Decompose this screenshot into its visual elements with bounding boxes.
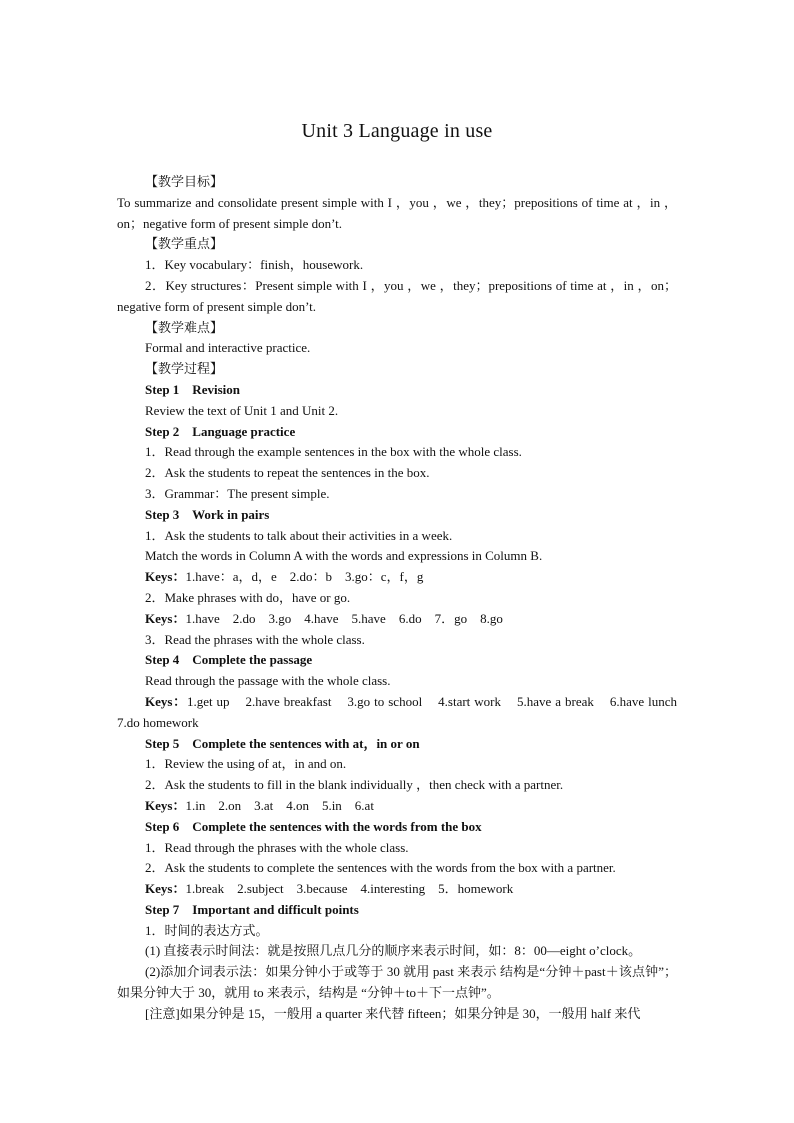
step-4-line-1: Read through the passage with the whole class. — [145, 673, 391, 689]
step-5-line-1: 1．Review the using of at，in and on. — [145, 756, 347, 772]
keys-label: Keys： — [145, 610, 186, 626]
step-6-keys — [117, 879, 677, 900]
key-point-1: 1．Key vocabulary：finish，housework. — [145, 257, 364, 273]
step-6-line-1: 1．Read through the phrases with the whole class. — [145, 839, 409, 855]
step-5-keys — [117, 796, 677, 817]
difficult-header: 【教学难点】 — [145, 319, 224, 335]
keys-values: 1.break 2.subject 3.because 4.interesting 5．homework — [185, 881, 514, 897]
keys-values: 1.have：a，d，e 2.do：b 3.go：c，f，g — [185, 569, 424, 585]
step-3-line-1: 1．Ask the students to talk about their activities in a week. — [145, 527, 453, 543]
step-7-title: Step 7 Important and difficult points — [145, 901, 359, 917]
step-2-line-3: 3．Grammar：The present simple. — [145, 485, 330, 501]
step-4-title: Step 4 Complete the passage — [145, 652, 313, 668]
step-4-keys — [117, 692, 690, 734]
keys-values: 1.in 2.on 3.at 4.on 5.in 6.at — [185, 797, 374, 813]
step-6-line-2: 2．Ask the students to complete the sentences with the words from the box with a partner. — [145, 860, 616, 876]
key-points-header: 【教学重点】 — [145, 236, 224, 252]
keys-values: 1.have 2.do 3.go 4.have 5.have 6.do 7．go 8.go — [185, 610, 503, 626]
step-2-line-1: 1．Read through the example sentences in the box with the whole class. — [145, 444, 522, 460]
key-point-2: 2．Key structures：Present simple with I ，you ，we ，they；prepositions of time at ，in ，on；negative form of present simple don’t. — [117, 277, 677, 314]
step-3-line-4: 3．Read the phrases with the whole class. — [145, 631, 365, 647]
step-3-keys-2 — [117, 609, 677, 630]
step-3-keys-1 — [117, 567, 677, 588]
step-2-title: Step 2 Language practice — [145, 423, 296, 439]
step-3-title: Step 3 Work in pairs — [145, 506, 270, 522]
step-1-line: Review the text of Unit 1 and Unit 2. — [145, 402, 339, 418]
difficult-text: Formal and interactive practice. — [145, 340, 311, 356]
document-body — [117, 172, 690, 1025]
step-5-title: Step 5 Complete the sentences with at，in or on — [145, 735, 420, 751]
step-5-line-2: 2．Ask the students to fill in the blank individually ，then check with a partner. — [145, 777, 564, 793]
step-7-line-4: [注意]如果分钟是 15，一般用 a quarter 来代替 fifteen；如果分钟是 30，一般用 half 来代 — [145, 1005, 641, 1021]
objectives-header: 【教学目标】 — [145, 174, 224, 189]
keys-values: 1.get up 2.have breakfast 3.go to school 4.start work 5.have a break 6.have lunch 7.do homework — [117, 693, 690, 730]
objectives-text: To summarize and consolidate present simple with I ，you ，we ，they；prepositions of time at ，in ，on；negative form of present simple don’t. — [117, 194, 677, 231]
step-2-line-2: 2．Ask the students to repeat the sentences in the box. — [145, 465, 430, 481]
step-7-line-3: (2)添加介词表示法：如果分钟小于或等于 30 就用 past 来表示 结构是“分钟＋past＋该点钟”；如果分钟大于 30，就用 to 来表示，结构是 “分钟＋to＋下一点钟”。 — [117, 964, 677, 1001]
step-6-title: Step 6 Complete the sentences with the words from the box — [145, 818, 482, 834]
keys-label: Keys： — [145, 693, 187, 709]
step-3-line-2: Match the words in Column A with the words and expressions in Column B. — [145, 548, 543, 564]
keys-label: Keys： — [145, 797, 186, 813]
process-header: 【教学过程】 — [145, 361, 224, 377]
page-title: Unit 3 Language in use — [301, 120, 493, 142]
keys-label: Keys： — [145, 569, 186, 585]
keys-label: Keys： — [145, 881, 186, 897]
step-7-line-2: (1) 直接表示时间法：就是按照几点几分的顺序来表示时间，如：8：00—eight o’clock。 — [145, 943, 642, 959]
step-1-title: Step 1 Revision — [145, 381, 240, 397]
step-3-line-3: 2．Make phrases with do，have or go. — [145, 589, 351, 605]
step-7-line-1: 1．时间的表达方式。 — [145, 922, 269, 938]
